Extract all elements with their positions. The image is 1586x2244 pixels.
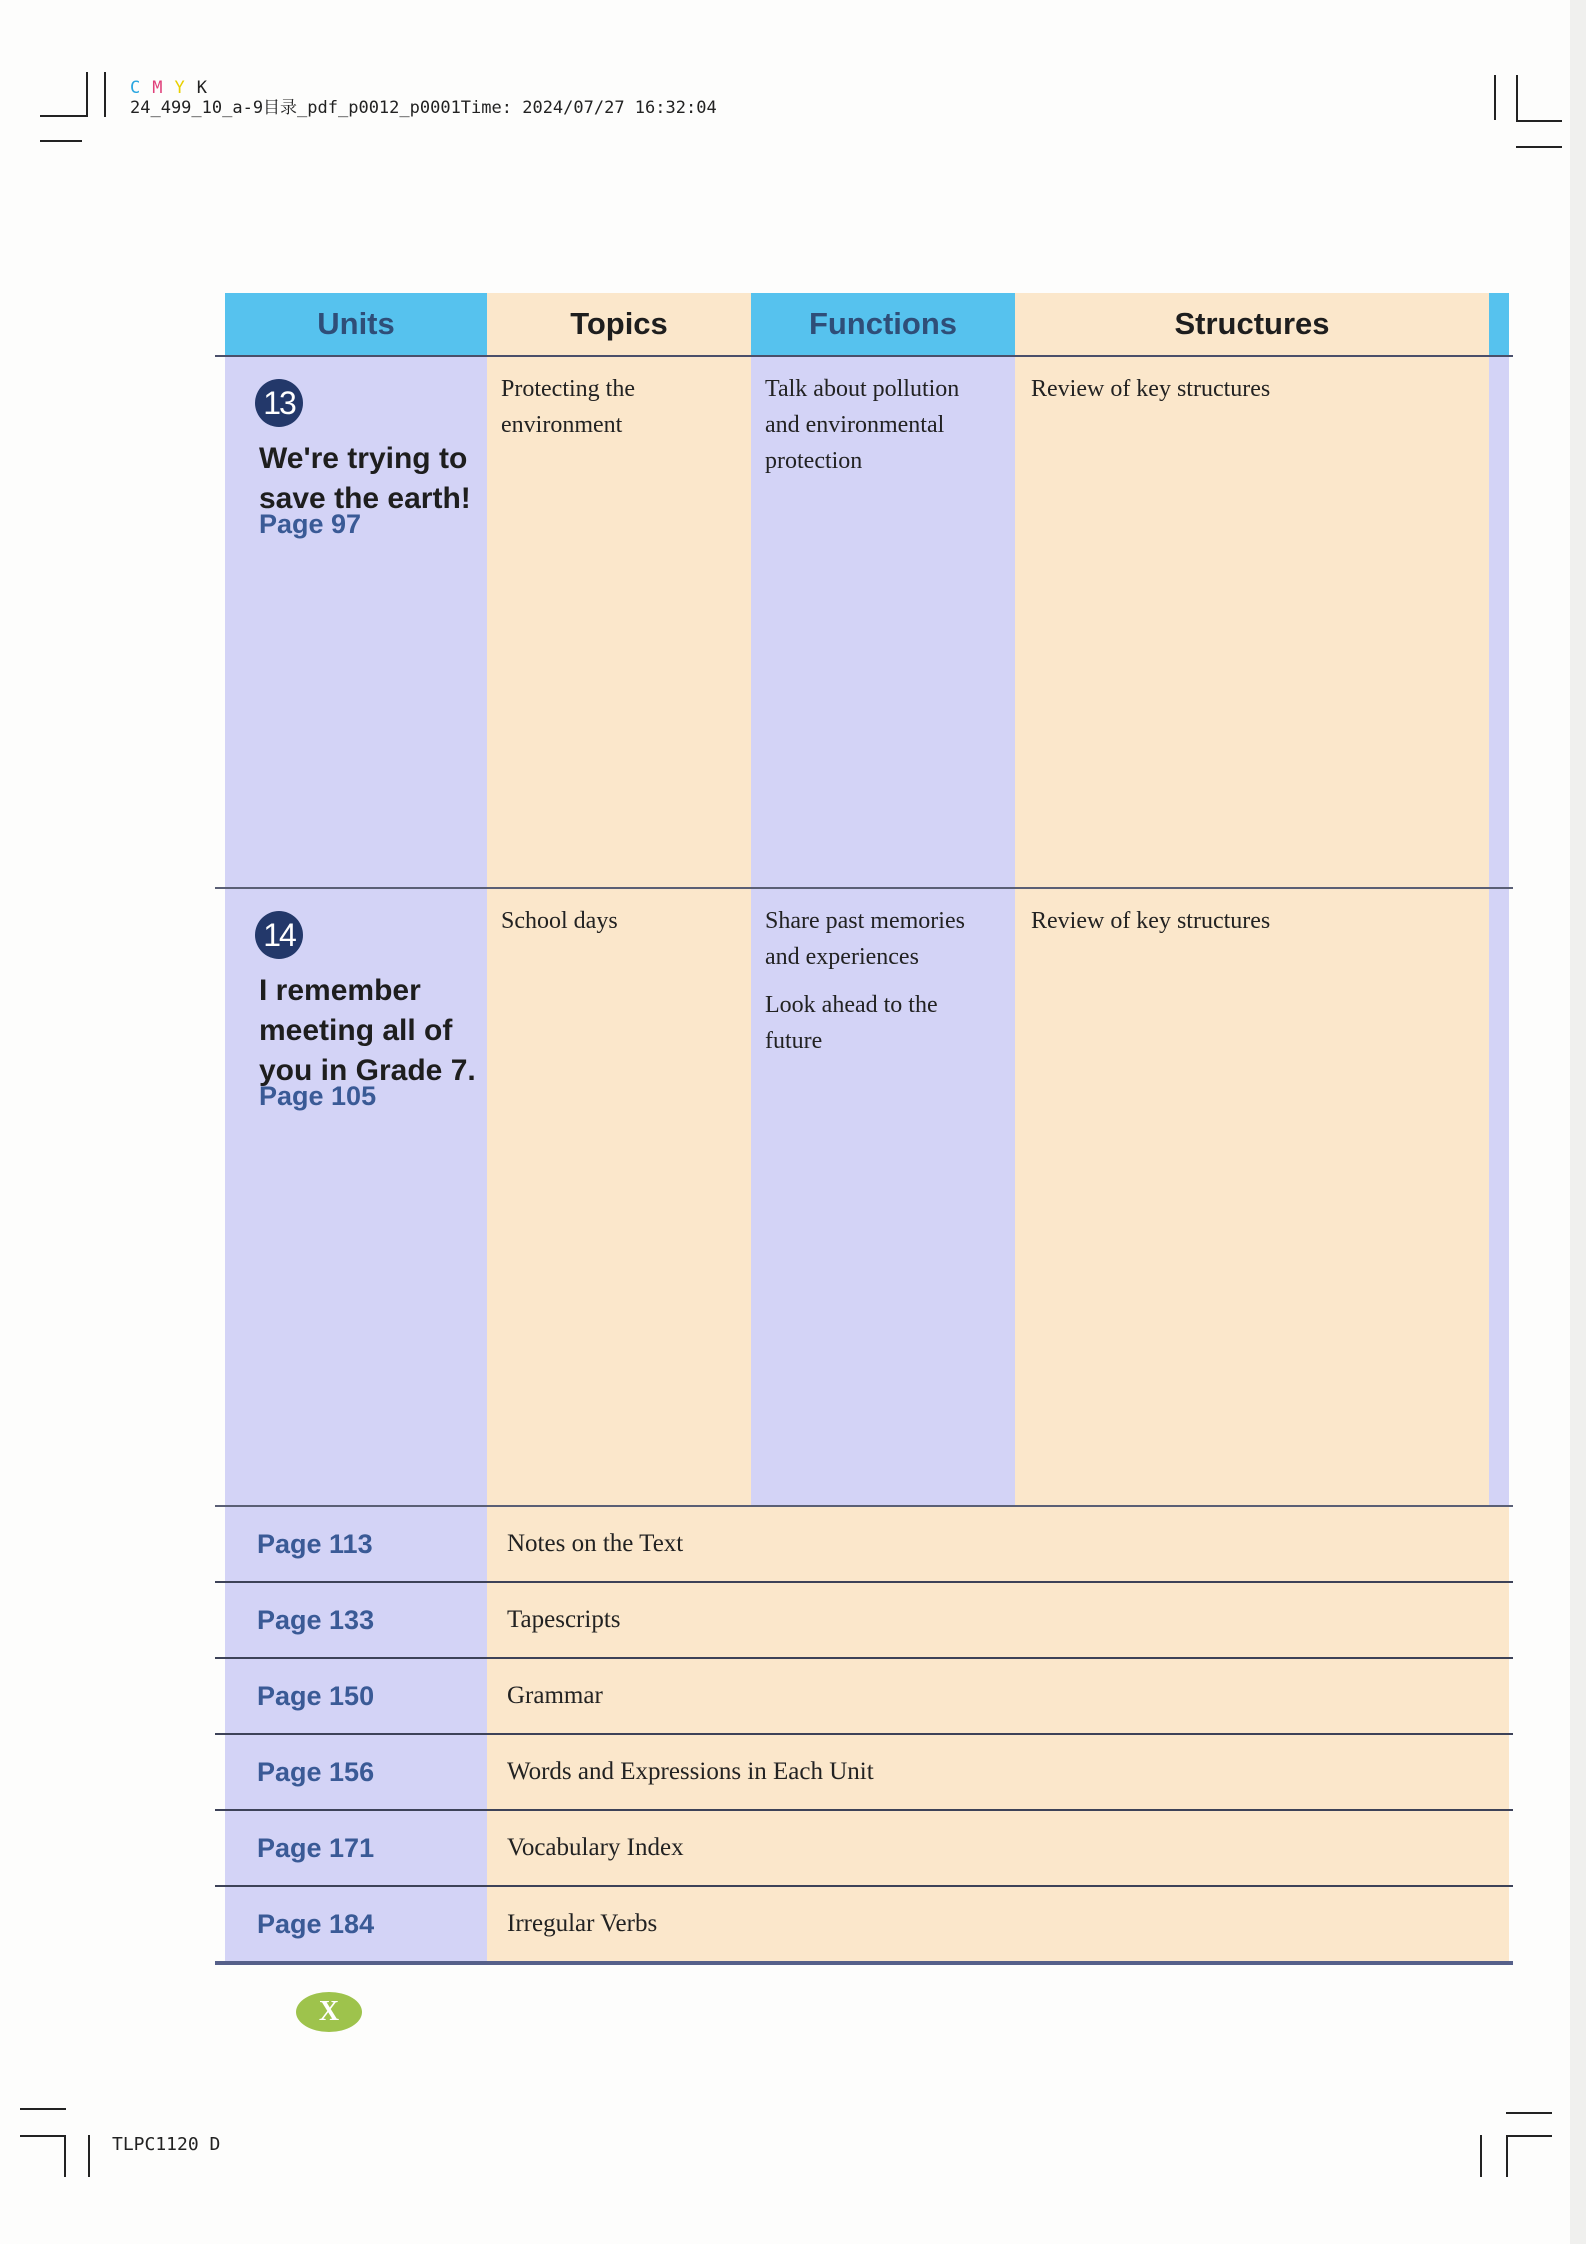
appendix-page-link[interactable]: Page 171 [257,1832,375,1863]
appendix-row[interactable] [215,1735,1513,1811]
header-units: Units [225,293,487,355]
unit-number-badge: 14 [255,911,303,959]
appendix-page-cell [225,1583,487,1657]
unit-page-link[interactable]: Page 105 [259,1081,377,1111]
topics-cell [487,889,751,1505]
appendix-row[interactable] [215,1659,1513,1735]
unit-page-link[interactable]: Page 97 [259,509,362,539]
structure-text: Review of key structures [1031,376,1271,402]
appendix-page-link[interactable]: Page 133 [257,1604,375,1635]
function-text: Look ahead to the future [765,992,938,1054]
footer-code: TLPC1120 D [112,2134,221,2155]
appendix-name-cell [487,1583,1509,1657]
appendix-page-link[interactable]: Page 113 [257,1528,373,1559]
topic-text: Protecting the environment [501,376,635,438]
appendix-name-cell [487,1811,1509,1885]
structures-cell [1015,889,1489,1505]
appendix-name-cell [487,1735,1509,1809]
print-slug [130,78,717,118]
unit-row-14 [215,889,1513,1505]
appendix-name-cell [487,1507,1509,1581]
function-text: Talk about pollution and environmental protection [765,376,960,474]
appendix-name[interactable]: Tapescripts [507,1606,621,1633]
functions-cell [751,889,1015,1505]
appendix-row[interactable] [215,1583,1513,1659]
functions-cell [751,357,1015,887]
units-cell [225,889,487,1505]
header-structures: Structures [1015,293,1489,355]
header-functions: Functions [751,293,1015,355]
appendix-page-cell [225,1811,487,1885]
appendix-name[interactable]: Irregular Verbs [507,1910,658,1937]
appendix-page-cell [225,1887,487,1961]
appendix-page-cell [225,1507,487,1581]
page-edge-shadow [1570,0,1586,2244]
page-number-badge: X [296,1992,362,2032]
appendix-page-cell [225,1659,487,1733]
cmyk-marks: C M Y K [130,78,207,98]
unit-number-badge: 13 [255,379,303,427]
appendix-page-link[interactable]: Page 156 [257,1756,375,1787]
appendix-name[interactable]: Notes on the Text [507,1530,684,1557]
appendix-name[interactable]: Vocabulary Index [507,1834,684,1861]
appendix-name[interactable]: Words and Expressions in Each Unit [507,1758,874,1785]
appendix-name-cell [487,1659,1509,1733]
appendix-page-link[interactable]: Page 184 [257,1908,375,1939]
structures-cell [1015,357,1489,887]
unit-row-13 [215,357,1513,887]
header-edge [1489,293,1509,355]
appendix-row[interactable] [215,1811,1513,1887]
appendix-name[interactable]: Grammar [507,1682,603,1709]
structure-text: Review of key structures [1031,908,1271,934]
unit-title[interactable]: I remember meeting all of you in Grade 7. [259,974,476,1087]
appendix-page-cell [225,1735,487,1809]
appendix-row[interactable] [215,1507,1513,1583]
appendix-page-link[interactable]: Page 150 [257,1680,375,1711]
unit-title[interactable]: We're trying to save the earth! [259,442,471,515]
appendix-name-cell [487,1887,1509,1961]
topic-text: School days [501,908,618,934]
topics-cell [487,357,751,887]
function-text: Share past memories and experiences [765,908,965,970]
header-topics: Topics [487,293,751,355]
table-header [215,293,1513,357]
appendix-row[interactable] [215,1887,1513,1961]
units-cell [225,357,487,887]
table-bottom-rule [215,1961,1513,1965]
edge-cell [1489,357,1509,887]
slug-text: 24_499_10_a-9目录_pdf_p0012_p0001Time: 2024/07/27 16:32:04 [130,98,717,118]
edge-cell [1489,889,1509,1505]
